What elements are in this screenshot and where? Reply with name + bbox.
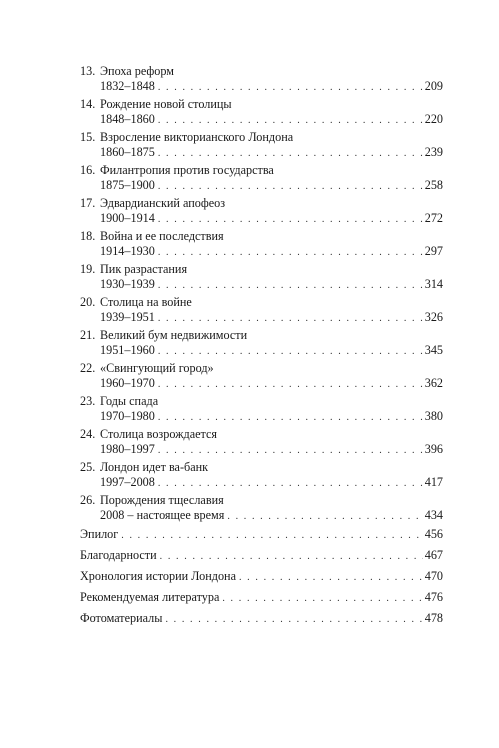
dot-leader: [158, 113, 423, 128]
chapter-period: 1970–1980: [100, 409, 155, 423]
toc-epilogue: [80, 527, 443, 542]
dot-leader: [158, 443, 423, 458]
page-number: 345: [424, 343, 443, 357]
chapter-number: 13.: [80, 64, 96, 78]
chapter-title: Эпоха реформ: [100, 64, 175, 78]
chapter-period: 1951–1960: [100, 343, 155, 357]
toc-chapter: [80, 163, 443, 193]
chapter-title: Столица возрождается: [100, 427, 218, 441]
toc-chapter: [80, 361, 443, 391]
chapter-period: 1875–1900: [100, 178, 155, 192]
chapter-number: 19.: [80, 262, 96, 276]
dot-leader: [239, 570, 423, 585]
chapter-number: 15.: [80, 130, 96, 144]
dot-leader: [158, 245, 423, 260]
dot-leader: [160, 549, 423, 564]
page-number: 297: [424, 244, 443, 258]
chapter-period: 1930–1939: [100, 277, 155, 291]
dot-leader: [158, 146, 423, 161]
toc-chronology: [80, 569, 443, 584]
toc-chapter: [80, 427, 443, 457]
page-number: 258: [424, 178, 443, 192]
toc-chapter: [80, 460, 443, 490]
back-matter-title: Эпилог: [80, 527, 119, 541]
page-number: 478: [424, 611, 443, 625]
chapter-title: Годы спада: [100, 394, 159, 408]
toc-chapter: [80, 97, 443, 127]
dot-leader: [158, 311, 423, 326]
chapter-number: 25.: [80, 460, 96, 474]
page-number: 239: [424, 145, 443, 159]
back-matter-title: Фотоматериалы: [80, 611, 163, 625]
dot-leader: [227, 509, 422, 524]
page-number: 470: [424, 569, 443, 583]
page-number: 326: [424, 310, 443, 324]
chapter-number: 18.: [80, 229, 96, 243]
chapter-period: 1980–1997: [100, 442, 155, 456]
toc-chapter: [80, 229, 443, 259]
page-number: 272: [424, 211, 443, 225]
toc-chapter: [80, 295, 443, 325]
dot-leader: [121, 528, 422, 543]
chapter-title: Пик разрастания: [100, 262, 188, 276]
chapter-period: 1900–1914: [100, 211, 155, 225]
chapter-number: 14.: [80, 97, 96, 111]
chapter-period: 1939–1951: [100, 310, 155, 324]
chapter-number: 17.: [80, 196, 96, 210]
chapter-title: Столица на войне: [100, 295, 192, 309]
toc-chapter: [80, 493, 443, 523]
dot-leader: [158, 80, 423, 95]
chapter-number: 22.: [80, 361, 96, 375]
toc-chapter: [80, 130, 443, 160]
dot-leader: [158, 410, 423, 425]
chapter-title: Рождение новой столицы: [100, 97, 232, 111]
dot-leader: [165, 612, 422, 627]
chapter-number: 23.: [80, 394, 96, 408]
dot-leader: [222, 591, 422, 606]
dot-leader: [158, 212, 423, 227]
page-number: 456: [424, 527, 443, 541]
toc-chapter: [80, 64, 443, 94]
page-number: 209: [424, 79, 443, 93]
toc-chapter: [80, 328, 443, 358]
toc-chapter: [80, 262, 443, 292]
page-number: 380: [424, 409, 443, 423]
page-number: 396: [424, 442, 443, 456]
chapter-period: 1914–1930: [100, 244, 155, 258]
chapter-title: Порождения тщеславия: [100, 493, 224, 507]
page-number: 467: [424, 548, 443, 562]
dot-leader: [158, 278, 423, 293]
dot-leader: [158, 179, 423, 194]
dot-leader: [158, 476, 423, 491]
chapter-period: 1860–1875: [100, 145, 155, 159]
toc-chapter: [80, 196, 443, 226]
chapter-number: 21.: [80, 328, 96, 342]
toc-photo-credits: [80, 611, 443, 626]
chapter-title: Взросление викторианского Лондона: [100, 130, 294, 144]
chapter-title: «Свингующий город»: [100, 361, 214, 375]
page-number: 434: [424, 508, 443, 522]
chapter-period: 1848–1860: [100, 112, 155, 126]
back-matter-title: Хронология истории Лондона: [80, 569, 236, 583]
chapter-title: Эдвардианский апофеоз: [100, 196, 226, 210]
chapter-period: 2008 – настоящее время: [100, 508, 225, 522]
chapter-number: 26.: [80, 493, 96, 507]
back-matter-title: Благодарности: [80, 548, 157, 562]
chapter-period: 1997–2008: [100, 475, 155, 489]
page-number: 417: [424, 475, 443, 489]
chapter-number: 20.: [80, 295, 96, 309]
chapter-title: Филантропия против государства: [100, 163, 274, 177]
chapter-period: 1832–1848: [100, 79, 155, 93]
chapter-number: 16.: [80, 163, 96, 177]
page-number: 220: [424, 112, 443, 126]
dot-leader: [158, 377, 423, 392]
chapter-period: 1960–1970: [100, 376, 155, 390]
chapter-title: Лондон идет ва-банк: [100, 460, 209, 474]
page-number: 314: [424, 277, 443, 291]
page-number: 362: [424, 376, 443, 390]
back-matter-title: Рекомендуемая литература: [80, 590, 220, 604]
dot-leader: [158, 344, 423, 359]
toc-recommended-reading: [80, 590, 443, 605]
chapter-title: Великий бум недвижимости: [100, 328, 248, 342]
chapter-number: 24.: [80, 427, 96, 441]
page-number: 476: [424, 590, 443, 604]
chapter-title: Война и ее последствия: [100, 229, 224, 243]
toc-chapter: [80, 394, 443, 424]
toc-acknowledgements: [80, 548, 443, 563]
